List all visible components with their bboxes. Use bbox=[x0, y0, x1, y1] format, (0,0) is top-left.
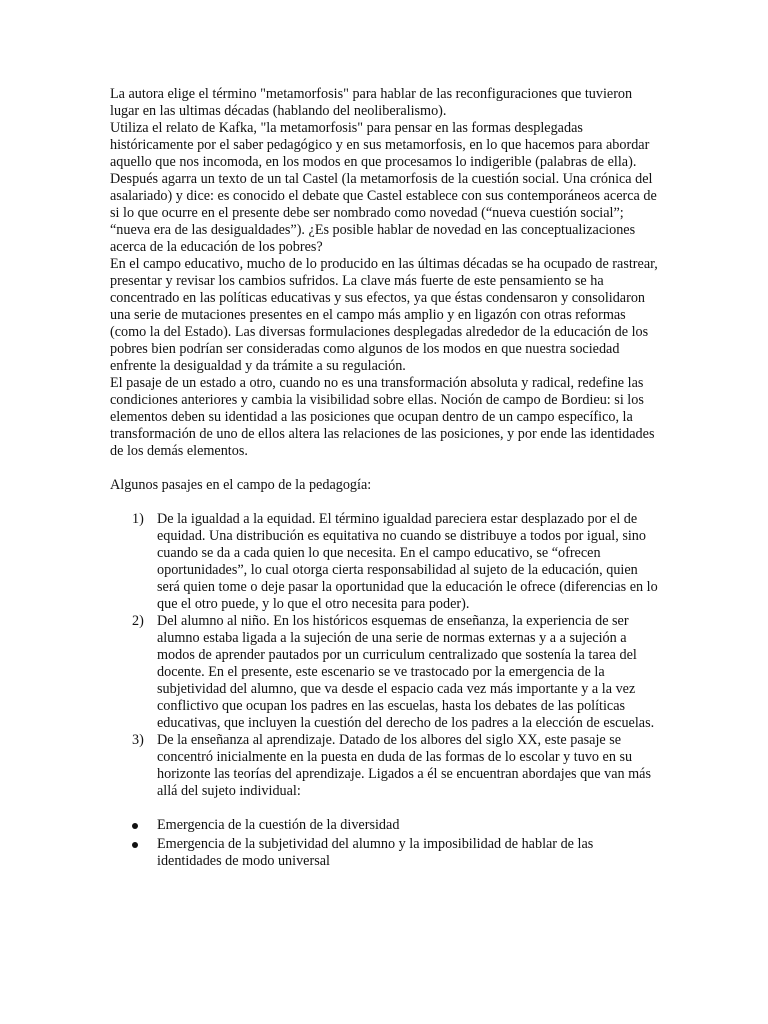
numbered-list-item bbox=[110, 732, 660, 800]
bullet-item-text: Emergencia de la subjetividad del alumno y la imposibilidad de hablar de las identidades de modo universal bbox=[157, 836, 594, 869]
paragraph-kafka: Utiliza el relato de Kafka, "la metamorfosis" para pensar en las formas desplegadas históricamente por el saber pedagógico y en sus metamorfosis, en lo que hacemos para abordar aquello que nos incomoda, en los modos en que procesamos lo indigerible (palabras de ella). bbox=[110, 120, 650, 170]
list-number: 2) bbox=[132, 613, 144, 629]
paragraph-campo-educativo: En el campo educativo, mucho de lo producido en las últimas décadas se ha ocupado de rastrear, presentar y revisar los cambios sufridos. La clave más fuerte de este pensamiento se ha concentrado en las políticas educativas y sus efectos, ya que éstas condensaron y consolidaron una serie de mutaciones presentes en el campo más amplio y en ligazón con otras reformas (como la del Estado). Las diversas formulaciones desplegadas alrededor de la educación de los pobres bien podrían ser consideradas como algunos de los modos en que nuestra sociedad enfrente la desigualdad y da trámite a su regulación. bbox=[110, 256, 658, 374]
bullet-icon bbox=[132, 823, 138, 829]
list-item-text: De la igualdad a la equidad. El término igualdad pareciera estar desplazado por el de equidad. Una distribución es equitativa no cuando se distribuye a todos por igual, sino cuando se da a cada quien lo que necesita. En el campo educativo, se “ofrecen oportunidades”, lo cual otorga cierta responsabilidad al sujeto de la educación, quien será quien tome o deje pasar la oportunidad que la educación le ofrece (diferencias en lo que el otro puede, y lo que el otro necesita para poder). bbox=[157, 511, 658, 612]
bullet-list-item bbox=[110, 836, 660, 870]
section-heading: Algunos pasajes en el campo de la pedagogía: bbox=[110, 477, 372, 493]
numbered-list-item bbox=[110, 613, 660, 732]
list-item-text: Del alumno al niño. En los históricos esquemas de enseñanza, la experiencia de ser alumno estaba ligada a la sujeción de una serie de normas externas y a a sujeción a modos de aprender pautados por un curriculum centralizado que sostenía la tarea del docente. En el presente, este escenario se ve trastocado por la emergencia de la subjetividad del alumno, que va desde el espacio cada vez más importante y a la vez conflictivo que ocupan los padres en las escuelas, hasta los debates de las políticas educativas, que incluyen la cuestión del derecho de los padres a la elección de escuelas. bbox=[157, 613, 655, 731]
bullet-list-item bbox=[110, 817, 660, 834]
document-page bbox=[110, 86, 660, 872]
list-number: 3) bbox=[132, 732, 144, 748]
bullet-list bbox=[110, 817, 660, 870]
paragraph-metamorfosis: La autora elige el término "metamorfosis" para hablar de las reconfiguraciones que tuvieron lugar en las ultimas décadas (hablando del neoliberalismo). bbox=[110, 86, 633, 119]
bullet-item-text: Emergencia de la cuestión de la diversidad bbox=[157, 817, 400, 833]
paragraph-castel: Después agarra un texto de un tal Castel (la metamorfosis de la cuestión social. Una crónica del asalariado) y dice: es conocido el debate que Castel establece con sus contemporáneos acerca de si lo que ocurre en el presente debe ser nombrado como novedad (“nueva cuestión social”; “nueva era de las desigualdades”). ¿Es posible hablar de novedad en las conceptualizaciones acerca de la educación de los pobres? bbox=[110, 171, 657, 255]
numbered-list-item bbox=[110, 511, 660, 613]
numbered-list bbox=[110, 511, 660, 800]
bullet-icon bbox=[132, 842, 138, 848]
list-item-text: De la enseñanza al aprendizaje. Datado de los albores del siglo XX, este pasaje se concentró inicialmente en la puesta en duda de las formas de lo escolar y tuvo en su horizonte las teorías del aprendizaje. Ligados a él se encuentran abordajes que van más allá del sujeto individual: bbox=[157, 732, 651, 799]
list-number: 1) bbox=[132, 511, 144, 527]
paragraph-bordieu: El pasaje de un estado a otro, cuando no es una transformación absoluta y radical, redefine las condiciones anteriores y cambia la visibilidad sobre ellas. Noción de campo de Bordieu: si los elementos deben su identidad a las posiciones que ocupan dentro de un campo específico, la transformación de uno de ellos altera las relaciones de las posiciones, y por ende las identidades de los demás elementos. bbox=[110, 375, 655, 459]
